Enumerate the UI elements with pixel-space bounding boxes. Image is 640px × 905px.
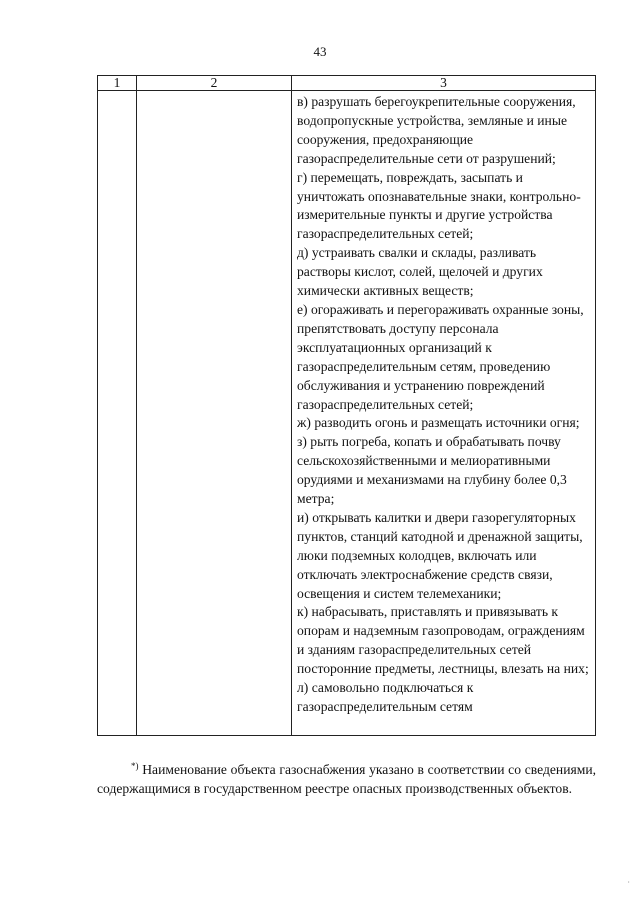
list-item-z: з) рыть погреба, копать и обрабатывать почву сельскохозяйственными и мелиоративными орудиями и механизмами на глубину более 0,3 метра; (297, 434, 567, 507)
table-cell-col-3 (292, 91, 596, 736)
list-item-g: г) перемещать, повреждать, засыпать и уничтожать опознавательные знаки, контрольно-измерительные пункты и другие устройства газораспределительных сетей; (297, 169, 581, 242)
footnote (97, 757, 596, 798)
column-header-2: 2 (137, 76, 292, 91)
column-header-1: 1 (98, 76, 137, 91)
prohibited-actions-list (292, 91, 595, 717)
document-table (97, 75, 596, 736)
table-cell-col-2 (137, 91, 292, 736)
list-item-d: д) устраивать свалки и склады, разливать растворы кислот, солей, щелочей и других химически активных веществ; (297, 245, 543, 299)
list-item-k: к) набрасывать, приставлять и привязывать к опорам и надземным газопроводам, ограждениям и зданиям газораспределительных сетей посторонние предметы, лестницы, влезать на них; (297, 604, 589, 677)
table-header-row (98, 76, 596, 91)
table-row (98, 91, 596, 736)
scan-artifact-dot: · (627, 878, 630, 887)
footnote-text: Наименование объекта газоснабжения указано в соответствии со сведениями, содержащимися в государственном реестре опасных производственных объектов. (97, 762, 596, 796)
list-item-e: е) огораживать и перегораживать охранные зоны, препятствовать доступу персонала эксплуатационных организаций к газораспределительным сетям, проведению обслуживания и устранению повреждений газораспределительных сетей; (297, 301, 584, 412)
footnote-marker: *) (131, 761, 139, 771)
table-cell-col-1 (98, 91, 137, 736)
page-number: 43 (313, 44, 327, 59)
list-item-zh: ж) разводить огонь и размещать источники огня; (297, 415, 580, 431)
list-item-i: и) открывать калитки и двери газорегуляторных пунктов, станций катодной и дренажной защиты, люки подземных колодцев, включать или отключать электроснабжение средств связи, освещения и систем телемеханики; (297, 509, 583, 601)
column-header-3: 3 (292, 76, 596, 91)
list-item-l: л) самовольно подключаться к газораспределительным сетям (297, 680, 474, 714)
list-item-v: в) разрушать берегоукрепительные сооружения, водопропускные устройства, земляные и иные сооружения, предохраняющие газораспределительные сети от разрушений; (297, 94, 576, 166)
